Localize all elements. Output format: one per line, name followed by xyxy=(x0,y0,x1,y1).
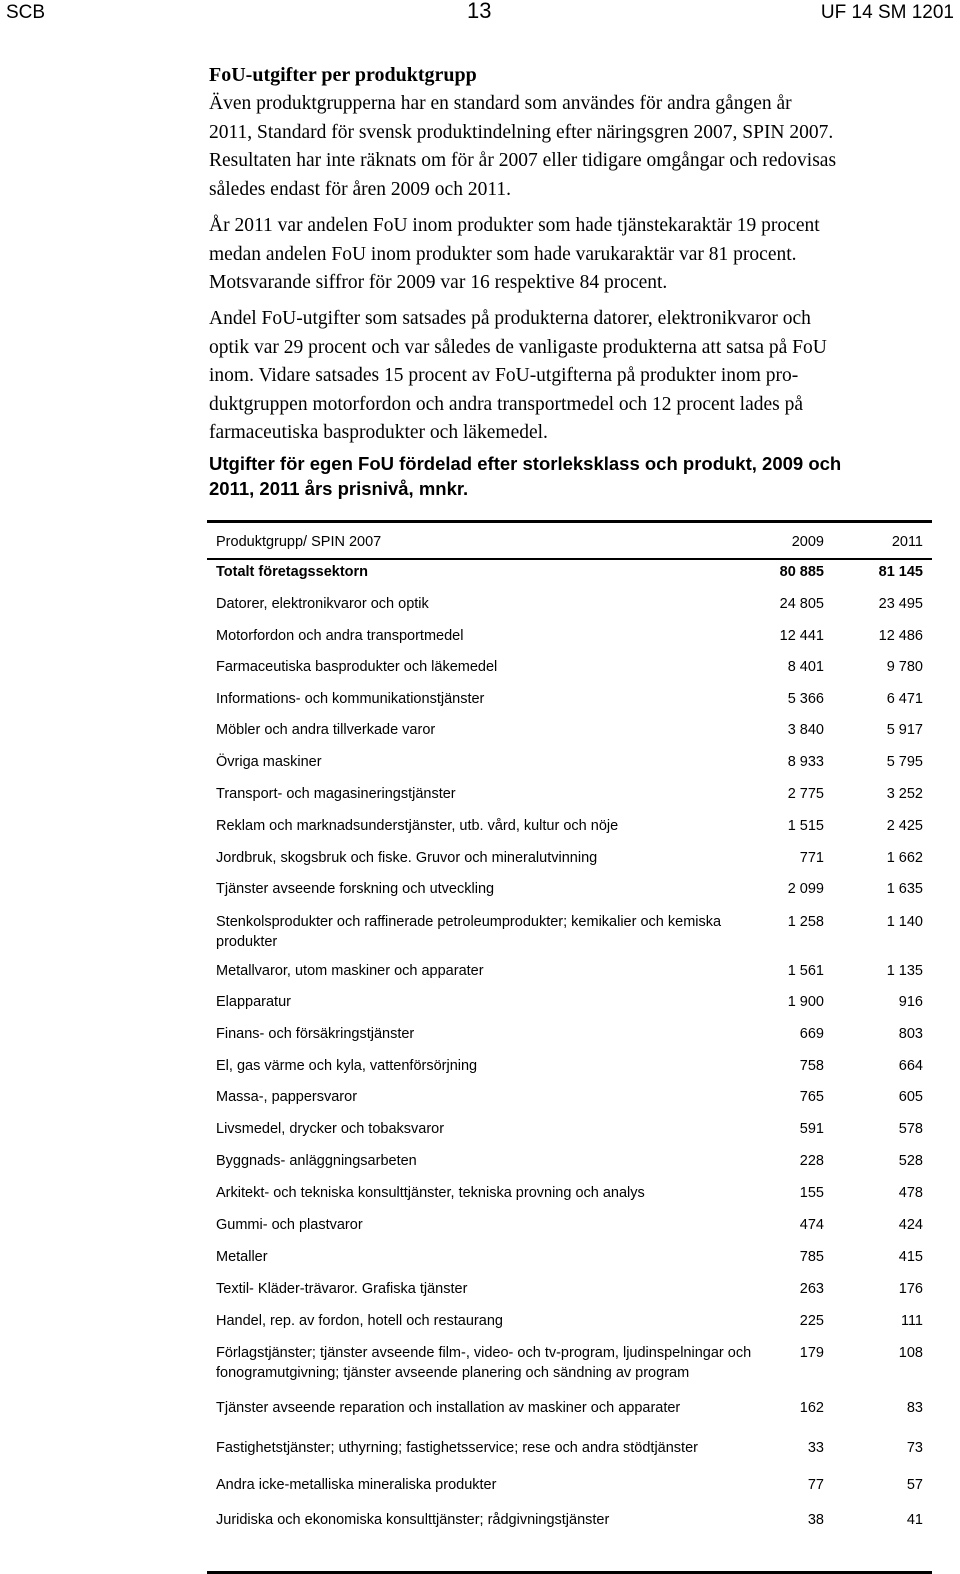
row-value-2009: 8 401 xyxy=(787,659,824,675)
row-value-2009: 1 258 xyxy=(787,914,824,930)
paragraph-3-line: farmaceutiska basprodukter och läkemedel. xyxy=(209,422,548,443)
section-title: FoU-utgifter per produktgrupp xyxy=(209,64,477,86)
row-value-2009: 3 840 xyxy=(787,722,824,738)
row-label: Förlagstjänster; tjänster avseende film-, video- och tv-program, ljudinspelningar och fonogramutgivning; tjänster avseende planering och sändning av program xyxy=(216,1345,752,1381)
row-value-2011: 6 471 xyxy=(886,691,923,707)
row-value-2009: 1 561 xyxy=(787,963,824,979)
paragraph-3-line: inom. Vidare satsades 15 procent av FoU-utgifterna på produkter inom pro- xyxy=(209,365,799,386)
row-label: El, gas värme och kyla, vattenförsörjning xyxy=(216,1058,478,1074)
paragraph-1-line: Resultaten har inte räknats om för år 2007 eller tidigare omgångar och redovisas xyxy=(209,150,837,171)
row-label: Handel, rep. av fordon, hotell och restaurang xyxy=(216,1313,503,1329)
row-value-2009: 162 xyxy=(799,1400,824,1416)
row-label: Informations- och kommunikationstjänster xyxy=(216,691,485,707)
column-header-2009: 2009 xyxy=(791,534,824,550)
table-header-row xyxy=(207,532,932,554)
row-value-2009: 771 xyxy=(799,850,824,866)
row-value-2011: 23 495 xyxy=(878,596,923,612)
row-label: Motorfordon och andra transportmedel xyxy=(216,628,464,644)
row-value-2009: 12 441 xyxy=(779,628,824,644)
row-label: Farmaceutiska basprodukter och läkemedel xyxy=(216,659,498,675)
row-value-2011: 9 780 xyxy=(886,659,923,675)
row-label: Möbler och andra tillverkade varor xyxy=(216,722,436,738)
header-report-id: UF 14 SM 1201 xyxy=(820,2,954,23)
row-value-2011: 3 252 xyxy=(886,786,923,802)
row-value-2009: 225 xyxy=(799,1313,824,1329)
row-value-2009: 669 xyxy=(799,1026,824,1042)
paragraph-3-line: duktgruppen motorfordon och andra transportmedel och 12 procent lades på xyxy=(209,393,804,415)
row-value-2011: 803 xyxy=(898,1026,923,1042)
row-value-2011: 916 xyxy=(898,994,923,1010)
row-value-2009: 80 885 xyxy=(779,564,824,580)
row-value-2009: 765 xyxy=(799,1089,824,1105)
row-value-2009: 24 805 xyxy=(779,596,824,612)
paragraph-2-line: medan andelen FoU inom produkter som hade varukaraktär var 81 procent. xyxy=(209,243,797,265)
page-header xyxy=(0,0,960,28)
row-value-2009: 591 xyxy=(799,1121,824,1137)
row-label: Livsmedel, drycker och tobaksvaror xyxy=(216,1121,445,1137)
row-value-2009: 8 933 xyxy=(787,754,824,770)
row-label: Tjänster avseende reparation och installation av maskiner och apparater xyxy=(216,1400,681,1416)
paragraph-1-line: 2011, Standard för svensk produktindelning efter näringsgren 2007, SPIN 2007. xyxy=(209,121,834,143)
table-caption xyxy=(209,451,949,501)
column-header-2011: 2011 xyxy=(891,534,923,550)
row-value-2011: 424 xyxy=(898,1217,923,1233)
row-label: Textil- Kläder-trävaror. Grafiska tjänster xyxy=(216,1281,468,1297)
row-value-2009: 33 xyxy=(807,1440,824,1456)
row-value-2009: 38 xyxy=(807,1512,824,1528)
row-label: Reklam och marknadsunderstjänster, utb. vård, kultur och nöje xyxy=(216,818,619,834)
row-value-2011: 12 486 xyxy=(878,628,923,644)
row-value-2009: 179 xyxy=(799,1345,824,1361)
paragraph-1-line: således endast för åren 2009 och 2011. xyxy=(209,178,511,200)
row-label: Jordbruk, skogsbruk och fiske. Gruvor och mineralutvinning xyxy=(216,850,598,866)
paragraph-2-line: År 2011 var andelen FoU inom produkter som hade tjänstekaraktär 19 procent xyxy=(209,215,820,236)
paragraph-1 xyxy=(209,90,947,204)
row-value-2011: 73 xyxy=(906,1440,923,1456)
row-value-2011: 83 xyxy=(906,1400,923,1416)
row-label: Byggnads- anläggningsarbeten xyxy=(216,1153,417,1169)
row-label: Metallvaror, utom maskiner och apparater xyxy=(216,963,484,979)
paragraph-3-line: Andel FoU-utgifter som satsades på produkterna datorer, elektronikvaror och xyxy=(209,308,811,329)
row-value-2011: 57 xyxy=(906,1477,923,1493)
row-value-2009: 1 900 xyxy=(787,994,824,1010)
row-value-2011: 605 xyxy=(898,1089,923,1105)
row-value-2009: 474 xyxy=(799,1217,824,1233)
row-value-2011: 478 xyxy=(898,1185,923,1201)
row-value-2011: 578 xyxy=(898,1121,923,1137)
column-header-product-group: Produktgrupp/ SPIN 2007 xyxy=(216,534,382,550)
row-value-2009: 1 515 xyxy=(787,818,824,834)
row-label: Metaller xyxy=(216,1249,268,1265)
row-value-2011: 81 145 xyxy=(878,564,923,580)
paragraph-2-line: Motsvarande siffror för 2009 var 16 respektive 84 procent. xyxy=(209,272,668,293)
paragraph-2 xyxy=(209,212,947,298)
row-label: Andra icke-metalliska mineraliska produkter xyxy=(216,1477,497,1493)
paragraph-3-line: optik var 29 procent och var således de vanligaste produkterna att satsa på FoU xyxy=(209,336,827,358)
row-value-2011: 108 xyxy=(898,1345,923,1361)
table-top-rule xyxy=(207,520,932,523)
row-value-2011: 415 xyxy=(898,1249,923,1265)
row-label: Datorer, elektronikvaror och optik xyxy=(216,596,429,612)
page-number: 13 xyxy=(467,0,492,23)
row-label: Arkitekt- och tekniska konsulttjänster, tekniska provning och analys xyxy=(216,1185,645,1201)
row-value-2011: 664 xyxy=(898,1058,923,1074)
row-value-2011: 1 140 xyxy=(886,914,923,930)
row-value-2009: 2 099 xyxy=(787,881,824,897)
row-label: Juridiska och ekonomiska konsulttjänster; rådgivningstjänster xyxy=(216,1512,610,1528)
table-caption-line: Utgifter för egen FoU fördelad efter storleksklass och produkt, 2009 och xyxy=(209,453,842,474)
table-caption-line: 2011, 2011 års prisnivå, mnkr. xyxy=(209,478,469,499)
table-header-rule xyxy=(207,558,932,560)
row-value-2011: 5 795 xyxy=(886,754,923,770)
row-value-2011: 1 662 xyxy=(886,850,923,866)
row-label: Transport- och magasineringstjänster xyxy=(216,786,456,802)
row-value-2011: 2 425 xyxy=(886,818,923,834)
row-value-2009: 785 xyxy=(799,1249,824,1265)
row-value-2009: 155 xyxy=(799,1185,824,1201)
row-label: Övriga maskiner xyxy=(216,754,322,770)
row-value-2011: 528 xyxy=(898,1153,923,1169)
row-label: Finans- och försäkringstjänster xyxy=(216,1026,415,1042)
row-value-2011: 1 135 xyxy=(886,963,923,979)
row-label: Tjänster avseende forskning och utveckling xyxy=(216,881,495,897)
row-value-2009: 263 xyxy=(799,1281,824,1297)
row-label: Elapparatur xyxy=(216,994,291,1010)
row-label: Totalt företagssektorn xyxy=(216,564,369,580)
row-label: Fastighetstjänster; uthyrning; fastighetsservice; rese och andra stödtjänster xyxy=(216,1440,698,1456)
row-label: Gummi- och plastvaror xyxy=(216,1217,363,1233)
row-value-2009: 2 775 xyxy=(787,786,824,802)
row-value-2011: 111 xyxy=(900,1313,923,1329)
row-value-2009: 5 366 xyxy=(787,691,824,707)
row-value-2011: 41 xyxy=(906,1512,923,1528)
paragraph-3 xyxy=(209,305,947,448)
row-value-2009: 228 xyxy=(799,1153,824,1169)
paragraph-1-line: Även produktgrupperna har en standard som användes för andra gången år xyxy=(209,93,792,114)
row-label: Massa-, pappersvaror xyxy=(216,1089,358,1105)
header-publisher: SCB xyxy=(6,2,46,23)
row-value-2009: 77 xyxy=(807,1477,824,1493)
row-label: Stenkolsprodukter och raffinerade petroleumprodukter; kemikalier och kemiska produkter xyxy=(216,914,722,950)
row-value-2009: 758 xyxy=(799,1058,824,1074)
row-value-2011: 1 635 xyxy=(886,881,923,897)
row-value-2011: 5 917 xyxy=(886,722,923,738)
row-value-2011: 176 xyxy=(898,1281,923,1297)
